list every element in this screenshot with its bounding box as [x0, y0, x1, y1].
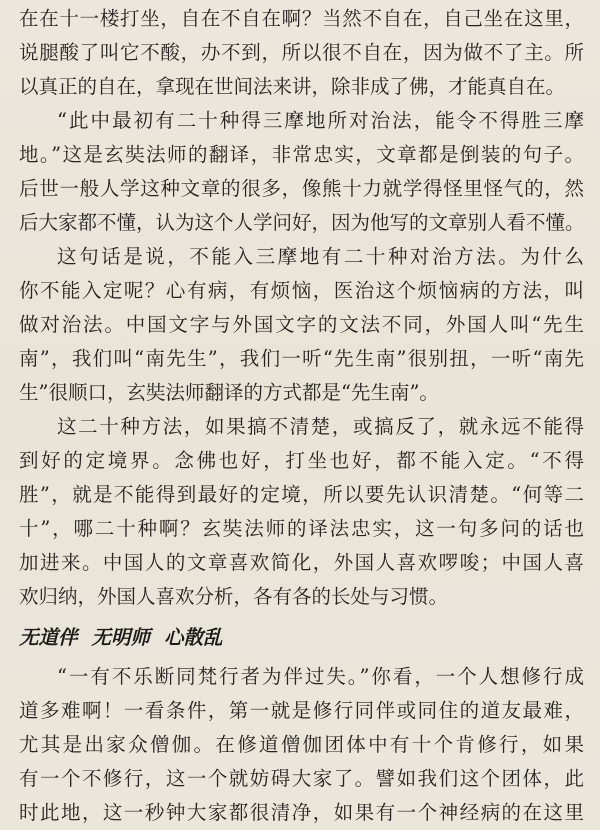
paragraph-2-line-1: “此中最初有二十种得三摩地所对治法，能令不得胜三摩 [57, 109, 584, 132]
paragraph-3-line-2: 你不能入定呢？心有病，有烦恼，医治这个烦恼病的方法，叫 [19, 279, 584, 302]
paragraph-3-line-4: 南”，我们叫“南先生”，我们一听“先生南”很别扭，一听“南先 [19, 347, 584, 370]
paragraph-5-line-1: “一有不乐断同梵行者为伴过失。”你看，一个人想修行成 [57, 665, 584, 688]
paragraph-4-line-1: 这二十种方法，如果搞不清楚，或搞反了，就永远不能得 [57, 415, 584, 438]
heading-part-1: 无道伴 [19, 626, 78, 649]
paragraph-4-line-5: 加进来。中国人的文章喜欢简化，外国人喜欢啰唆；中国人喜 [19, 551, 584, 574]
paragraph-1-line-1: 在在十一楼打坐，自在不自在啊？当然不自在，自己坐在这里， [19, 7, 584, 30]
paragraph-1-line-3: 以真正的自在，拿现在世间法来讲，除非成了佛，才能真自在。 [19, 75, 566, 98]
paragraph-1-line-2: 说腿酸了叫它不酸，办不到，所以很不自在，因为做不了主。所 [19, 41, 584, 64]
paragraph-4-line-3: 胜”，就是不能得到最好的定境，所以要先认识清楚。“何等二 [19, 483, 584, 506]
paragraph-3-line-1: 这句话是说，不能入三摩地有二十种对治方法。为什么 [57, 245, 584, 268]
paragraph-5-line-2: 道多难啊！一看条件，第一就是修行同伴或同住的道友最难， [19, 699, 584, 722]
paragraph-5-line-5: 时此地，这一秒钟大家都很清净，如果有一个神经病的在这里 [19, 801, 584, 824]
paragraph-3-line-3: 做对治法。中国文字与外国文字的文法不同，外国人叫“先生 [19, 313, 584, 336]
paragraph-4-line-4: 十”，哪二十种啊？玄奘法师的译法忠实，这一句多问的话也 [19, 517, 584, 540]
paragraph-5-line-3: 尤其是出家众僧伽。在修道僧伽团体中有十个肯修行，如果 [19, 733, 584, 756]
paragraph-4-line-6: 欢归纳，外国人喜欢分析，各有各的长处与习惯。 [19, 585, 449, 608]
heading-part-2: 无明师 [91, 626, 151, 649]
paragraph-5-line-4: 有一个不修行，这一个就妨碍大家了。譬如我们这个团体，此 [19, 767, 584, 790]
heading-part-3: 心散乱 [164, 626, 223, 649]
section-heading [19, 620, 237, 656]
paragraph-2-line-3: 后世一般人学这种文章的很多，像熊十力就学得怪里怪气的，然 [19, 177, 584, 200]
paragraph-2-line-2: 地。”这是玄奘法师的翻译，非常忠实，文章都是倒装的句子。 [19, 143, 584, 166]
paragraph-3-line-5: 生”很顺口，玄奘法师翻译的方式都是“先生南”。 [19, 381, 439, 404]
paragraph-2-line-4: 后大家都不懂，认为这个人学问好，因为他写的文章别人看不懂。 [19, 211, 585, 234]
paragraph-4-line-2: 到好的定境界。念佛也好，打坐也好，都不能入定。“不得 [19, 449, 584, 472]
